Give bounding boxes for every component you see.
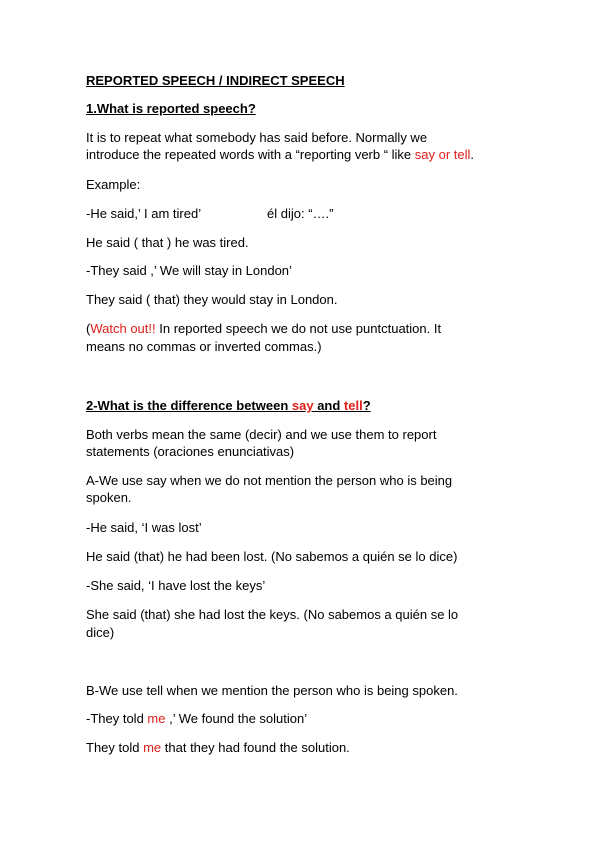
both-verbs-line-1: Both verbs mean the same (decir) and we use them to report [86,427,437,442]
example-2-reported: They said ( that) they would stay in London. [86,292,338,307]
intro-line-1: It is to repeat what somebody has said before. Normally we [86,130,428,145]
heading-and: and [313,398,344,413]
page-title: REPORTED SPEECH / INDIRECT SPEECH [86,73,345,88]
rule-a-example-2-reported-line-1: She said (that) she had lost the keys. (No sabemos a quién se lo [86,607,459,622]
rule-a-line-2: spoken. [86,490,132,505]
example-text: They told [86,740,144,755]
rule-b-example-direct [86,711,307,727]
note-text: In reported speech we do not use puntctuation. It [155,321,442,336]
example-text: -They told [86,711,148,726]
say-or-tell-highlight: say or tell [414,147,471,162]
rule-b-example-reported [86,740,350,756]
section-1-heading: 1.What is reported speech? [86,101,256,116]
example-text: ,’ We found the solution’ [165,711,308,726]
example-label: Example: [86,177,141,192]
intro-line-2 [86,147,474,163]
rule-a-example-2-direct: -She said, ‘I have lost the keys’ [86,578,266,593]
rule-a-example-1-reported: He said (that) he had been lost. (No sabemos a quién se lo dice) [86,549,458,564]
heading-question-mark: ? [362,398,371,413]
intro-text: introduce the repeated words with a “reporting verb “ like [86,147,415,162]
rule-a-example-2-reported-line-2: dice) [86,625,115,640]
rule-a-line-1: A-We use say when we do not mention the person who is being [86,473,453,488]
both-verbs-line-2: statements (oraciones enunciativas) [86,444,295,459]
rule-b-line: B-We use tell when we mention the person who is being spoken. [86,683,458,698]
heading-tell: tell [343,398,363,413]
note-paren: ( [86,321,91,336]
example-2-direct: -They said ,’ We will stay in London’ [86,263,292,278]
example-1-reported: He said ( that ) he was tired. [86,235,249,250]
me-highlight: me [143,740,162,755]
watch-out-note-line-1 [86,321,441,337]
heading-say: say [291,398,314,413]
section-2-heading [86,398,371,414]
me-highlight: me [147,711,166,726]
watch-out-note-line-2: means no commas or inverted commas.) [86,339,322,354]
watch-out-highlight: Watch out!! [90,321,156,336]
heading-text: 2-What is the difference between [86,398,292,413]
example-1-direct: -He said,’ I am tired’ [86,206,202,221]
example-1-translation: él dijo: “….” [267,206,334,221]
example-text: that they had found the solution. [161,740,350,755]
intro-period: . [470,147,475,162]
rule-a-example-1-direct: -He said, ‘I was lost’ [86,520,202,535]
